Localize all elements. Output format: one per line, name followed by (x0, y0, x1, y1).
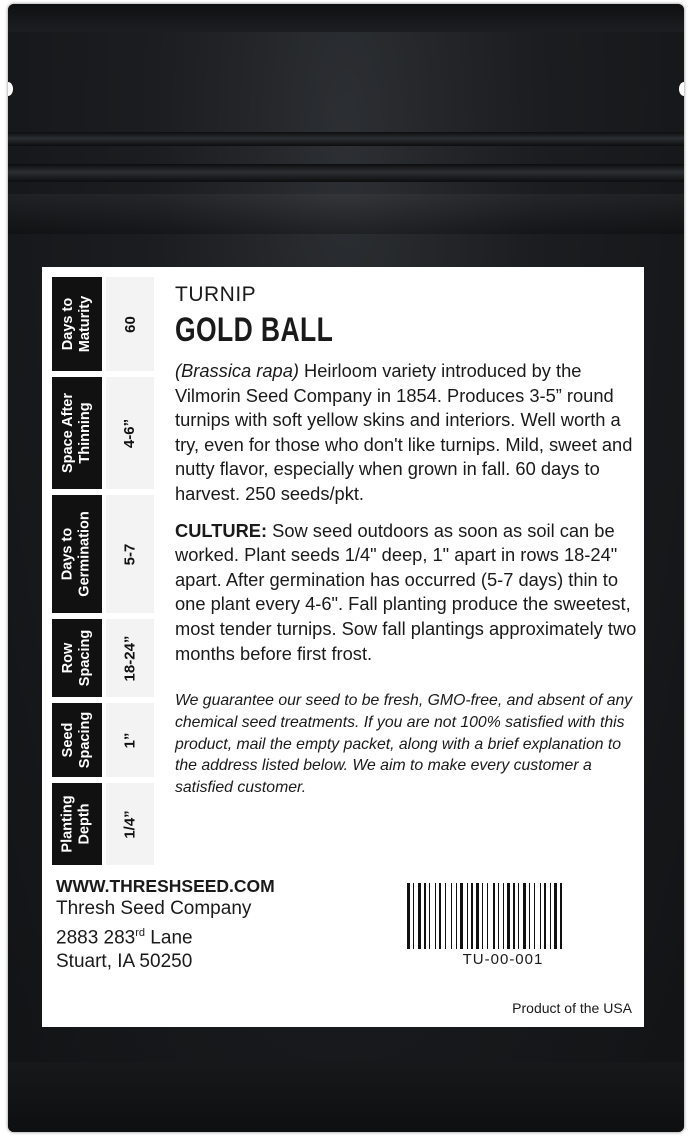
stat-label-text: Row Spacing (60, 629, 93, 687)
barcode-bar (456, 883, 457, 949)
barcode-bars (405, 883, 601, 949)
barcode-bar (460, 883, 463, 949)
stat-label (52, 277, 102, 371)
street-number: 2883 283 (56, 927, 136, 949)
barcode-bar (513, 883, 515, 949)
stat-row-days-to-maturity (52, 277, 154, 371)
barcode-bar (518, 883, 519, 949)
barcode-bar (429, 883, 430, 949)
tear-notch-right (679, 82, 684, 96)
stat-value-text: 5-7 (121, 543, 139, 565)
stat-label (52, 703, 102, 777)
tear-notch-left (8, 82, 13, 96)
stat-value (106, 377, 154, 489)
barcode-bar (550, 883, 551, 949)
barcode-bar (498, 883, 499, 949)
barcode-bar (413, 883, 414, 949)
culture-text: Sow seed outdoors as soon as soil can be worked. Plant seeds 1/4" deep, 1" apart in rows 18-24" apart. After germination has occurred (5-7 days) thin to one plant every 4-6". Fall planting produce the sweetest, most tender turnips. Sow fall plantings approximately two months before first frost. (175, 519, 637, 664)
packet-crease (8, 194, 684, 234)
stat-value-text: 4-6” (121, 418, 139, 448)
stat-row-planting-depth (52, 783, 154, 865)
stat-label-text: Seed Spacing (60, 711, 93, 769)
barcode-bar (476, 883, 479, 949)
stat-row-seed-spacing (52, 703, 154, 777)
barcode-bar (467, 883, 468, 949)
seed-label (42, 267, 644, 1027)
stat-row-space-after-thinning (52, 377, 154, 489)
barcode-bar (418, 883, 421, 949)
stat-value (106, 495, 154, 613)
stat-label (52, 783, 102, 865)
barcode-bar (507, 883, 510, 949)
stat-value (106, 783, 154, 865)
barcode-bar (529, 883, 530, 949)
barcode-bar (540, 883, 541, 949)
guarantee-text: We guarantee our seed to be fresh, GMO-free, and absent of any chemical seed treatments. If you are not 100% satisfied with this product, mail the empty packet, along with a brief explanation to the address listed below. We aim to make every customer a satisfied customer. (175, 692, 633, 796)
stat-label (52, 495, 102, 613)
barcode-bar (493, 883, 495, 949)
company-name: Thresh Seed Company (56, 898, 252, 919)
culture-label: CULTURE: (175, 519, 268, 541)
stat-value-text: 1/4” (121, 809, 139, 839)
barcode-bar (435, 883, 436, 949)
zipper-track (8, 164, 684, 182)
barcode-bar (424, 883, 426, 949)
stat-value-text: 18-24” (121, 635, 139, 681)
company-city: Stuart, IA 50250 (56, 951, 193, 973)
barcode-bar (487, 883, 488, 949)
zipper-track (8, 132, 684, 146)
product-variety: GOLD BALL (175, 311, 334, 349)
barcode-bar (523, 883, 526, 949)
stat-row-days-to-germination (52, 495, 154, 613)
stat-label-text: Days to Germination (60, 511, 93, 597)
stat-label-text: Space After Thinning (60, 392, 93, 474)
barcode-bar (534, 883, 535, 949)
product-kind: TURNIP (175, 283, 257, 306)
barcode-bar (451, 883, 452, 949)
product-origin: Product of the USA (512, 1000, 632, 1016)
street-ordinal: rd (135, 927, 146, 939)
packet-bottom-seal (8, 1062, 684, 1132)
stat-label-text: Days to Maturity (60, 295, 93, 353)
street-name: Lane (145, 927, 193, 949)
stat-label (52, 619, 102, 697)
barcode-bar (482, 883, 483, 949)
product-copy (175, 283, 637, 814)
latin-name: (Brassica rapa) (175, 360, 299, 381)
growing-stats-table (52, 277, 154, 871)
barcode-code: TU-00-001 (462, 951, 544, 968)
company-address (56, 875, 275, 974)
stat-value (106, 703, 154, 777)
barcode-bar (445, 883, 446, 949)
barcode-bar (471, 883, 473, 949)
company-website: WWW.THRESHSEED.COM (56, 876, 275, 896)
stat-value-text: 60 (121, 315, 139, 333)
product-description (175, 359, 637, 507)
barcode-bar (503, 883, 504, 949)
culture-instructions (175, 519, 637, 667)
barcode-bar (544, 883, 546, 949)
company-street (56, 921, 275, 950)
stat-value (106, 277, 154, 371)
stat-value-text: 1” (121, 732, 139, 748)
barcode-bar (554, 883, 557, 949)
barcode-bar (439, 883, 441, 949)
description-text: Heirloom variety introduced by the Vilmorin Seed Company in 1854. Produces 3-5” round turnips with soft yellow skins and interiors. Well worth a try, even for those who don't like turnips. Mild, sweet and nutty flavor, especially when grown in fall. 60 days to harvest. 250 seeds/pkt. (175, 360, 633, 504)
packet-top-seal (8, 4, 684, 32)
stat-row-row-spacing (52, 619, 154, 697)
stat-label (52, 377, 102, 489)
barcode (405, 883, 601, 951)
barcode-bar (407, 883, 410, 949)
barcode-bar (560, 883, 562, 949)
stat-value (106, 619, 154, 697)
stat-label-text: Planting Depth (60, 795, 94, 853)
